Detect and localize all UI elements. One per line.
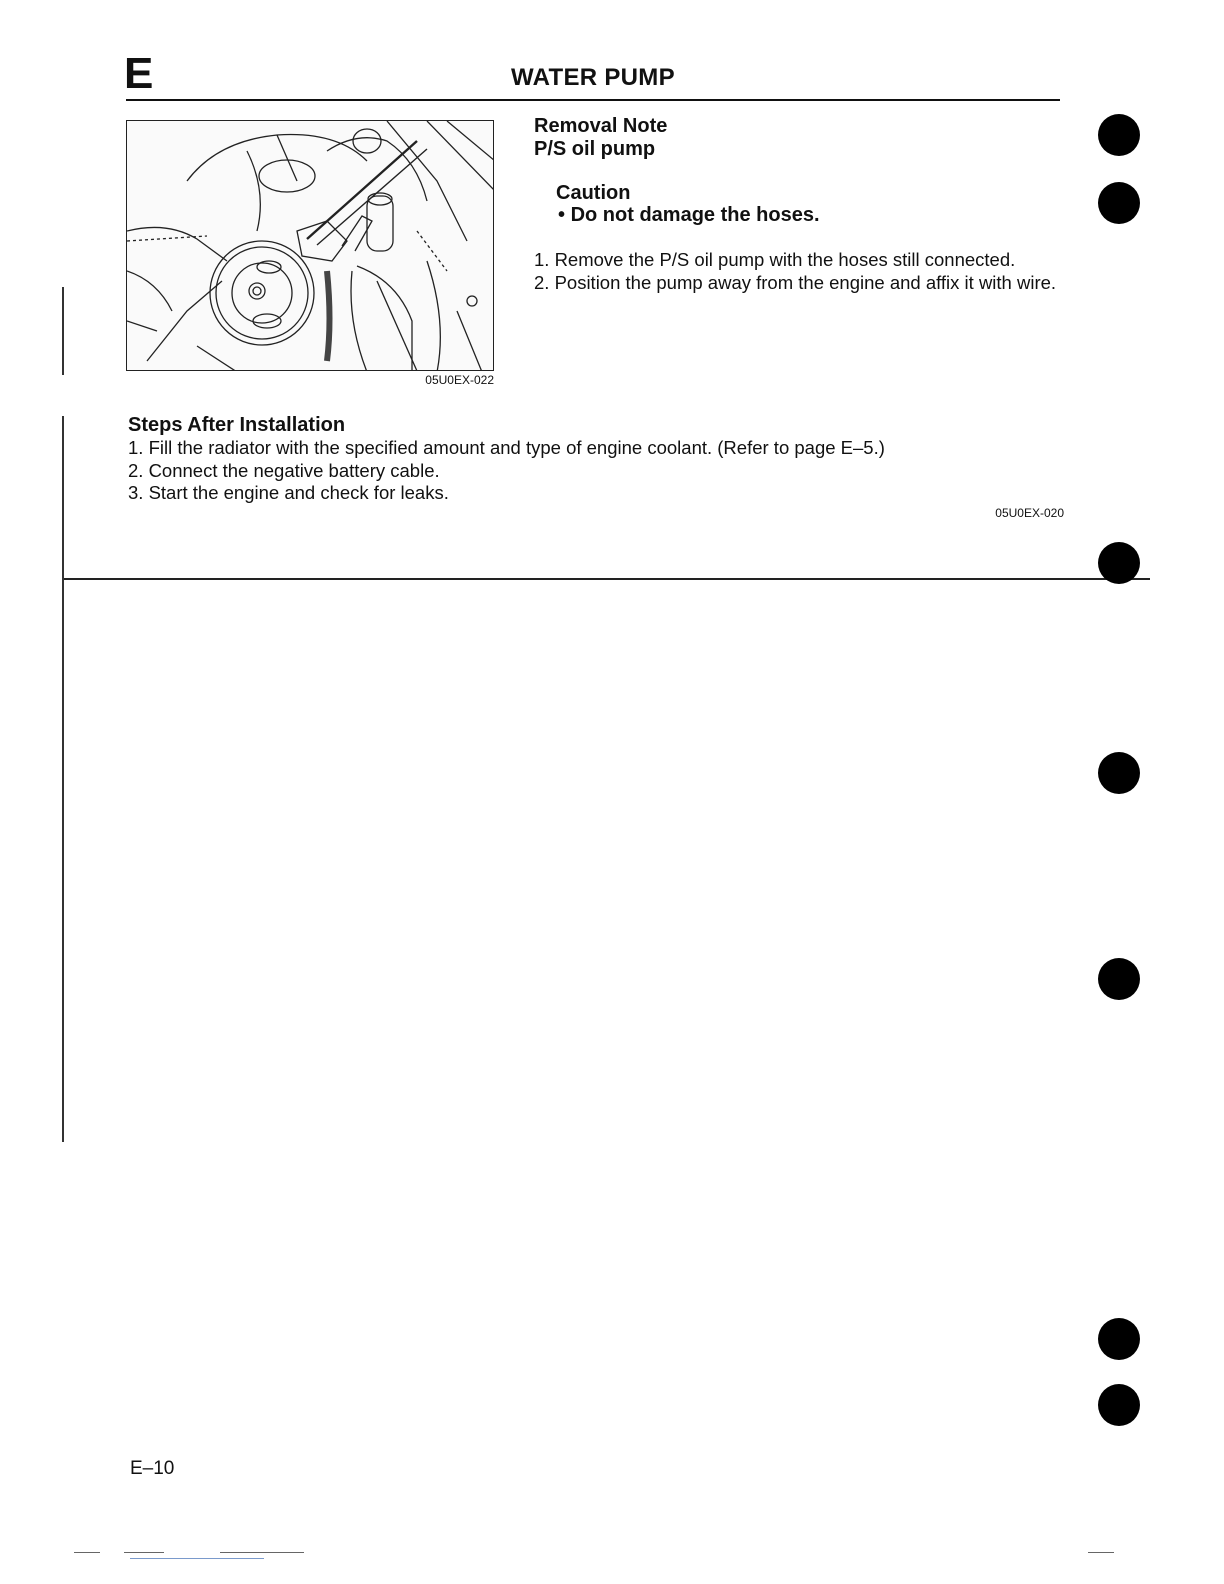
binder-hole bbox=[1098, 182, 1140, 224]
removal-step: 1. Remove the P/S oil pump with the hoses still connected. bbox=[534, 249, 1016, 270]
margin-line bbox=[62, 416, 64, 1142]
page-number: E–10 bbox=[130, 1458, 175, 1479]
removal-note-title: Removal Note bbox=[534, 115, 668, 137]
installation-step: 1. Fill the radiator with the specified amount and type of engine coolant. (Refer to page E–5.) bbox=[128, 437, 885, 458]
removal-step: 2. Position the pump away from the engine and affix it with wire. bbox=[534, 272, 1057, 293]
binder-hole bbox=[1098, 958, 1140, 1000]
caution-label: Caution bbox=[556, 182, 631, 204]
binder-hole bbox=[1098, 1318, 1140, 1360]
removal-note-subtitle: P/S oil pump bbox=[534, 138, 656, 160]
power-steering-pump-icon bbox=[127, 121, 494, 371]
binder-hole bbox=[1098, 114, 1140, 156]
installation-step: 2. Connect the negative battery cable. bbox=[128, 460, 440, 481]
section-code: 05U0EX-020 bbox=[995, 506, 1064, 520]
caution-text: Do not damage the hoses. bbox=[570, 204, 820, 226]
pump-illustration bbox=[126, 120, 494, 371]
caution-bullet: • bbox=[558, 204, 566, 226]
scan-artifact bbox=[130, 1558, 264, 1559]
scan-artifact bbox=[220, 1552, 304, 1553]
steps-after-installation-title: Steps After Installation bbox=[128, 414, 346, 436]
section-letter: E bbox=[124, 49, 154, 98]
scan-artifact bbox=[124, 1552, 164, 1553]
header-rule bbox=[126, 99, 1060, 101]
binder-hole bbox=[1098, 1384, 1140, 1426]
caution-item bbox=[558, 204, 820, 227]
binder-hole bbox=[1098, 542, 1140, 584]
margin-line bbox=[62, 287, 64, 375]
binder-hole bbox=[1098, 752, 1140, 794]
section-divider bbox=[62, 578, 1150, 580]
scan-artifact bbox=[74, 1552, 100, 1553]
scan-artifact bbox=[1088, 1552, 1114, 1553]
figure-code: 05U0EX-022 bbox=[425, 373, 494, 387]
page-title: WATER PUMP bbox=[511, 64, 675, 91]
installation-step: 3. Start the engine and check for leaks. bbox=[128, 482, 449, 503]
